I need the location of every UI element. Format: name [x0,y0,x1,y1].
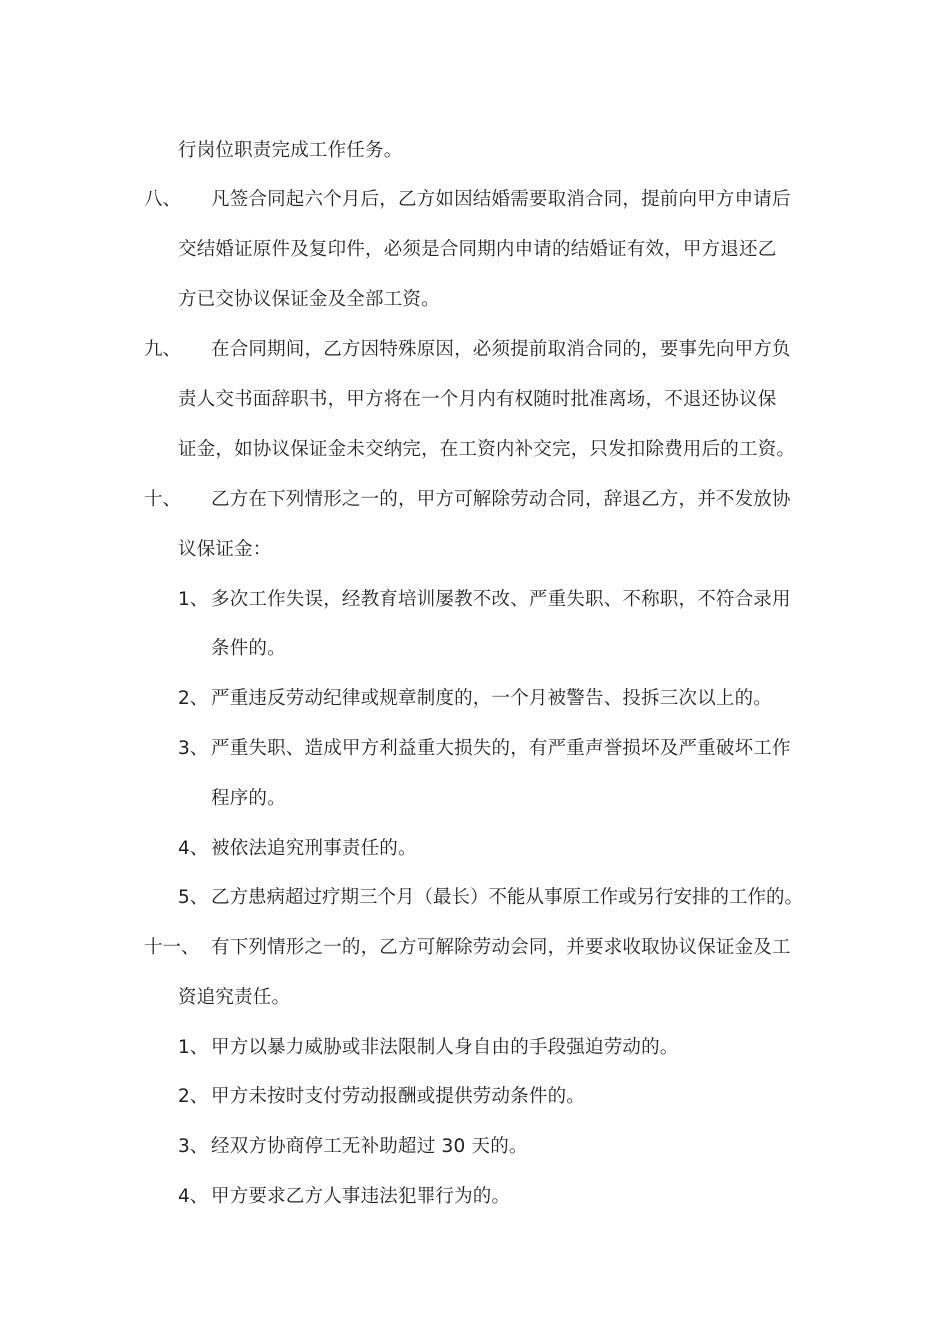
clause-8-line: 交结婚证原件及复印件，必须是合同期内申请的结婚证有效，甲方退还乙 [178,239,777,260]
clause-11-item-marker: 3、 [178,1136,209,1157]
carryover-line: 行岗位职责完成工作任务。 [178,140,403,161]
clause-9-line: 在合同期间，乙方因特殊原因，必须提前取消合同的，要事先向甲方负 [211,339,791,360]
clause-11-item-marker: 1、 [178,1037,209,1058]
clause-10-line: 乙方在下列情形之一的，甲方可解除劳动合同，辞退乙方，并不发放协 [211,489,791,510]
clause-11-item-marker: 4、 [178,1186,209,1207]
clause-11-item-marker: 2、 [178,1086,209,1107]
clause-8-line: 凡签合同起六个月后，乙方如因结婚需要取消合同，提前向甲方申请后 [211,189,791,210]
clause-9-line: 责人交书面辞职书，甲方将在一个月内有权随时批准离场，不退还协议保 [178,389,777,410]
clause-8-line: 方已交协议保证金及全部工资。 [178,289,440,310]
clause-10-item-line: 乙方患病超过疗期三个月（最长）不能从事原工作或另行安排的工作的。 [211,887,804,908]
clause-10-item-marker: 1、 [178,589,209,610]
clause-11-item-line: 甲方未按时支付劳动报酬或提供劳动条件的。 [211,1086,586,1107]
clause-10-item-marker: 5、 [178,887,209,908]
clause-11-line: 有下列情形之一的，乙方可解除劳动会同，并要求收取协议保证金及工 [211,937,791,958]
clause-10-marker: 十、 [144,489,182,510]
clause-10-item-line: 被依法追究刑事责任的。 [211,838,417,859]
clause-10-item-line: 多次工作失误，经教育培训屡教不改、严重失职、不称职，不符合录用 [211,589,791,610]
clause-8-marker: 八、 [144,189,182,210]
clause-9-line: 证金，如协议保证金未交纳完，在工资内补交完，只发扣除费用后的工资。 [178,439,796,460]
clause-11-item-line: 经双方协商停工无补助超过 30 天的。 [211,1136,528,1157]
clause-11-line: 资追究责任。 [178,987,291,1008]
clause-10-item-marker: 3、 [178,738,209,759]
clause-10-item-marker: 4、 [178,838,209,859]
clause-10-item-line: 程序的。 [211,788,286,809]
clause-10-item-line: 严重失职、造成甲方利益重大损失的，有严重声誉损坏及严重破坏工作 [211,738,791,759]
clause-10-line: 议保证金： [178,539,272,560]
clause-10-item-line: 条件的。 [211,638,286,659]
clause-11-marker: 十一、 [144,937,200,958]
clause-10-item-marker: 2、 [178,688,209,709]
clause-10-item-line: 严重违反劳动纪律或规章制度的，一个月被警告、投拆三次以上的。 [211,688,773,709]
clause-11-item-line: 甲方以暴力威胁或非法限制人身自由的手段强迫劳动的。 [211,1037,679,1058]
clause-11-item-line: 甲方要求乙方人事违法犯罪行为的。 [211,1186,511,1207]
clause-9-marker: 九、 [144,339,182,360]
